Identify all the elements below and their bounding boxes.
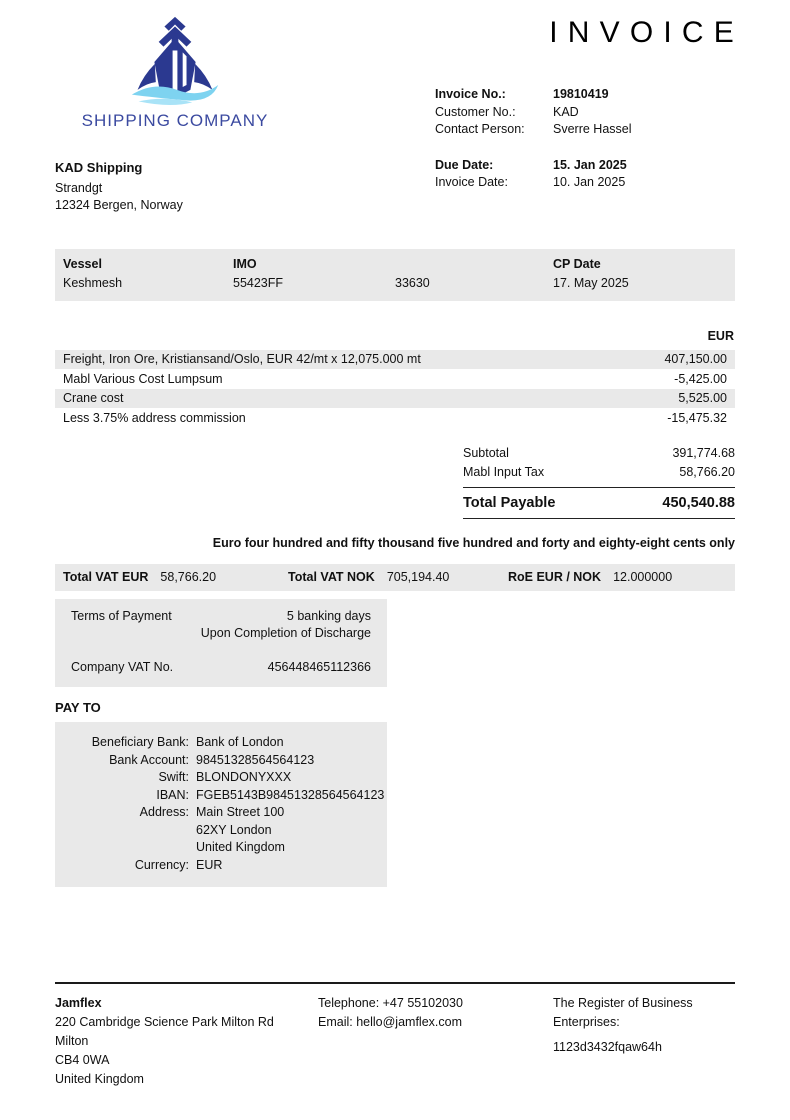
vat-eur-group — [63, 570, 288, 584]
bank-address-line2: 62XY London — [196, 822, 272, 837]
bank-address-line1: Main Street 100 — [196, 805, 285, 819]
header-right — [435, 10, 744, 215]
footer-contact-block — [318, 994, 553, 1089]
footer-company-name: Jamflex — [55, 996, 102, 1010]
footer-address-line: Milton — [55, 1034, 89, 1048]
terms-payment-condition: Upon Completion of Discharge — [200, 626, 371, 640]
amount-in-words: Euro four hundred and fifty thousand five hundred and forty and eighty-eight cents only — [212, 535, 735, 550]
charge-amount: -5,425.00 — [674, 371, 727, 386]
roe-group — [508, 570, 672, 584]
page-footer — [55, 982, 735, 1089]
extra-value: 33630 — [395, 275, 430, 290]
vat-nok-label: Total VAT NOK — [288, 569, 375, 584]
vat-eur-value: 58,766.20 — [160, 569, 217, 584]
footer-register-block — [553, 994, 703, 1089]
terms-payment-value: 5 banking days — [286, 608, 371, 623]
total-payable-value: 450,540.88 — [662, 494, 735, 511]
roe-label: RoE EUR / NOK — [508, 569, 602, 584]
due-date-value: 15. Jan 2025 — [553, 157, 627, 172]
swift-label: Swift: — [158, 770, 189, 784]
cp-date-value: 17. May 2025 — [553, 275, 629, 290]
footer-register-label: The Register of Business Enterprises: — [553, 996, 693, 1029]
footer-email: Email: hello@jamflex.com — [318, 1015, 462, 1029]
footer-address-line: 220 Cambridge Science Park Milton Rd — [55, 1015, 274, 1029]
bank-address-line3: United Kingdom — [196, 840, 285, 854]
vat-summary-bar — [55, 564, 735, 591]
company-vat-value: 456448465112366 — [267, 659, 371, 674]
sender-address-block — [55, 159, 395, 215]
invoice-no-label: Invoice No.: — [435, 87, 506, 101]
sender-name: KAD Shipping — [55, 160, 143, 175]
vat-nok-value: 705,194.40 — [386, 569, 450, 584]
charge-description: Mabl Various Cost Lumpsum — [63, 371, 223, 386]
subtotal-row — [463, 444, 735, 463]
vessel-header: Vessel — [63, 256, 102, 271]
total-payable-row — [463, 487, 735, 519]
footer-address-line: United Kingdom — [55, 1072, 144, 1086]
currency-column-header: EUR — [707, 328, 734, 343]
meta-row-contact — [435, 121, 735, 139]
meta-row-invoice-date — [435, 174, 735, 192]
vat-eur-label: Total VAT EUR — [63, 569, 149, 584]
terms-of-payment-box — [55, 599, 387, 688]
iban-value: FGEB5143B98451328564564123 — [196, 787, 385, 802]
vessel-value: Keshmesh — [63, 275, 123, 290]
cp-date-header: CP Date — [553, 256, 601, 271]
swift-value: BLONDONYXXX — [196, 770, 292, 784]
meta-row-invoice-no — [435, 86, 735, 104]
beneficiary-bank-label: Beneficiary Bank: — [91, 735, 189, 749]
bank-account-value: 98451328564564123 — [196, 752, 315, 767]
pay-to-box — [55, 722, 387, 887]
currency-value: EUR — [196, 857, 223, 872]
sender-street: Strandgt — [55, 180, 103, 195]
company-logo — [55, 10, 295, 131]
due-date-label: Due Date: — [435, 157, 494, 172]
extra-header — [395, 257, 553, 271]
contact-person-label: Contact Person: — [435, 122, 525, 136]
header-left — [55, 10, 395, 215]
charge-amount: 407,150.00 — [664, 352, 727, 366]
bank-account-label: Bank Account: — [109, 752, 189, 767]
subtotal-value: 391,774.68 — [672, 446, 735, 460]
input-tax-row — [463, 463, 735, 482]
vessel-table — [55, 249, 735, 301]
meta-row-customer-no — [435, 104, 735, 122]
charge-amount: 5,525.00 — [678, 391, 727, 405]
subtotal-label: Subtotal — [463, 446, 509, 460]
charge-description: Crane cost — [63, 391, 124, 405]
invoice-meta — [435, 86, 735, 192]
sender-city: 12324 Bergen, Norway — [55, 198, 183, 212]
invoice-no-value: 19810419 — [553, 87, 609, 101]
invoice-title: INVOICE — [549, 16, 744, 49]
charge-description: Freight, Iron Ore, Kristiansand/Oslo, EUR 42/mt x 12,075.000 mt — [63, 352, 421, 366]
beneficiary-bank-value: Bank of London — [196, 735, 284, 749]
invoice-date-value: 10. Jan 2025 — [553, 175, 626, 189]
logo-company-text: SHIPPING COMPANY — [81, 111, 269, 130]
input-tax-value: 58,766.20 — [679, 465, 735, 479]
contact-person-value: Sverre Hassel — [553, 122, 632, 136]
imo-value: 55423FF — [233, 275, 284, 290]
charge-row — [55, 389, 735, 409]
charge-row — [55, 408, 735, 428]
customer-no-value: KAD — [553, 104, 579, 119]
totals-block — [463, 444, 735, 519]
imo-header: IMO — [233, 256, 257, 271]
pay-to-heading: PAY TO — [55, 700, 101, 715]
currency-label: Currency: — [134, 857, 189, 872]
footer-telephone: Telephone: +47 55102030 — [318, 996, 463, 1010]
charge-description: Less 3.75% address commission — [63, 410, 246, 425]
footer-address-line: CB4 0WA — [55, 1053, 110, 1067]
charge-amount: -15,475.32 — [667, 410, 727, 425]
terms-payment-label: Terms of Payment — [71, 608, 172, 623]
bank-address-label: Address: — [139, 805, 189, 819]
invoice-date-label: Invoice Date: — [435, 175, 508, 189]
ship-logo-icon — [55, 14, 295, 110]
terms-payment-row — [71, 608, 371, 626]
charge-row — [55, 369, 735, 389]
meta-row-due-date — [435, 157, 735, 175]
vat-nok-group — [288, 570, 508, 584]
company-vat-label: Company VAT No. — [71, 659, 174, 674]
header — [55, 10, 744, 215]
input-tax-label: Mabl Input Tax — [463, 465, 545, 479]
footer-company-block — [55, 994, 318, 1089]
charge-row — [55, 350, 735, 370]
roe-value: 12.000000 — [613, 569, 673, 584]
total-payable-label: Total Payable — [463, 494, 556, 511]
iban-label: IBAN: — [156, 787, 189, 802]
company-vat-row — [71, 659, 371, 677]
footer-register-value: 1123d3432fqaw64h — [553, 1040, 662, 1054]
customer-no-label: Customer No.: — [435, 104, 516, 119]
